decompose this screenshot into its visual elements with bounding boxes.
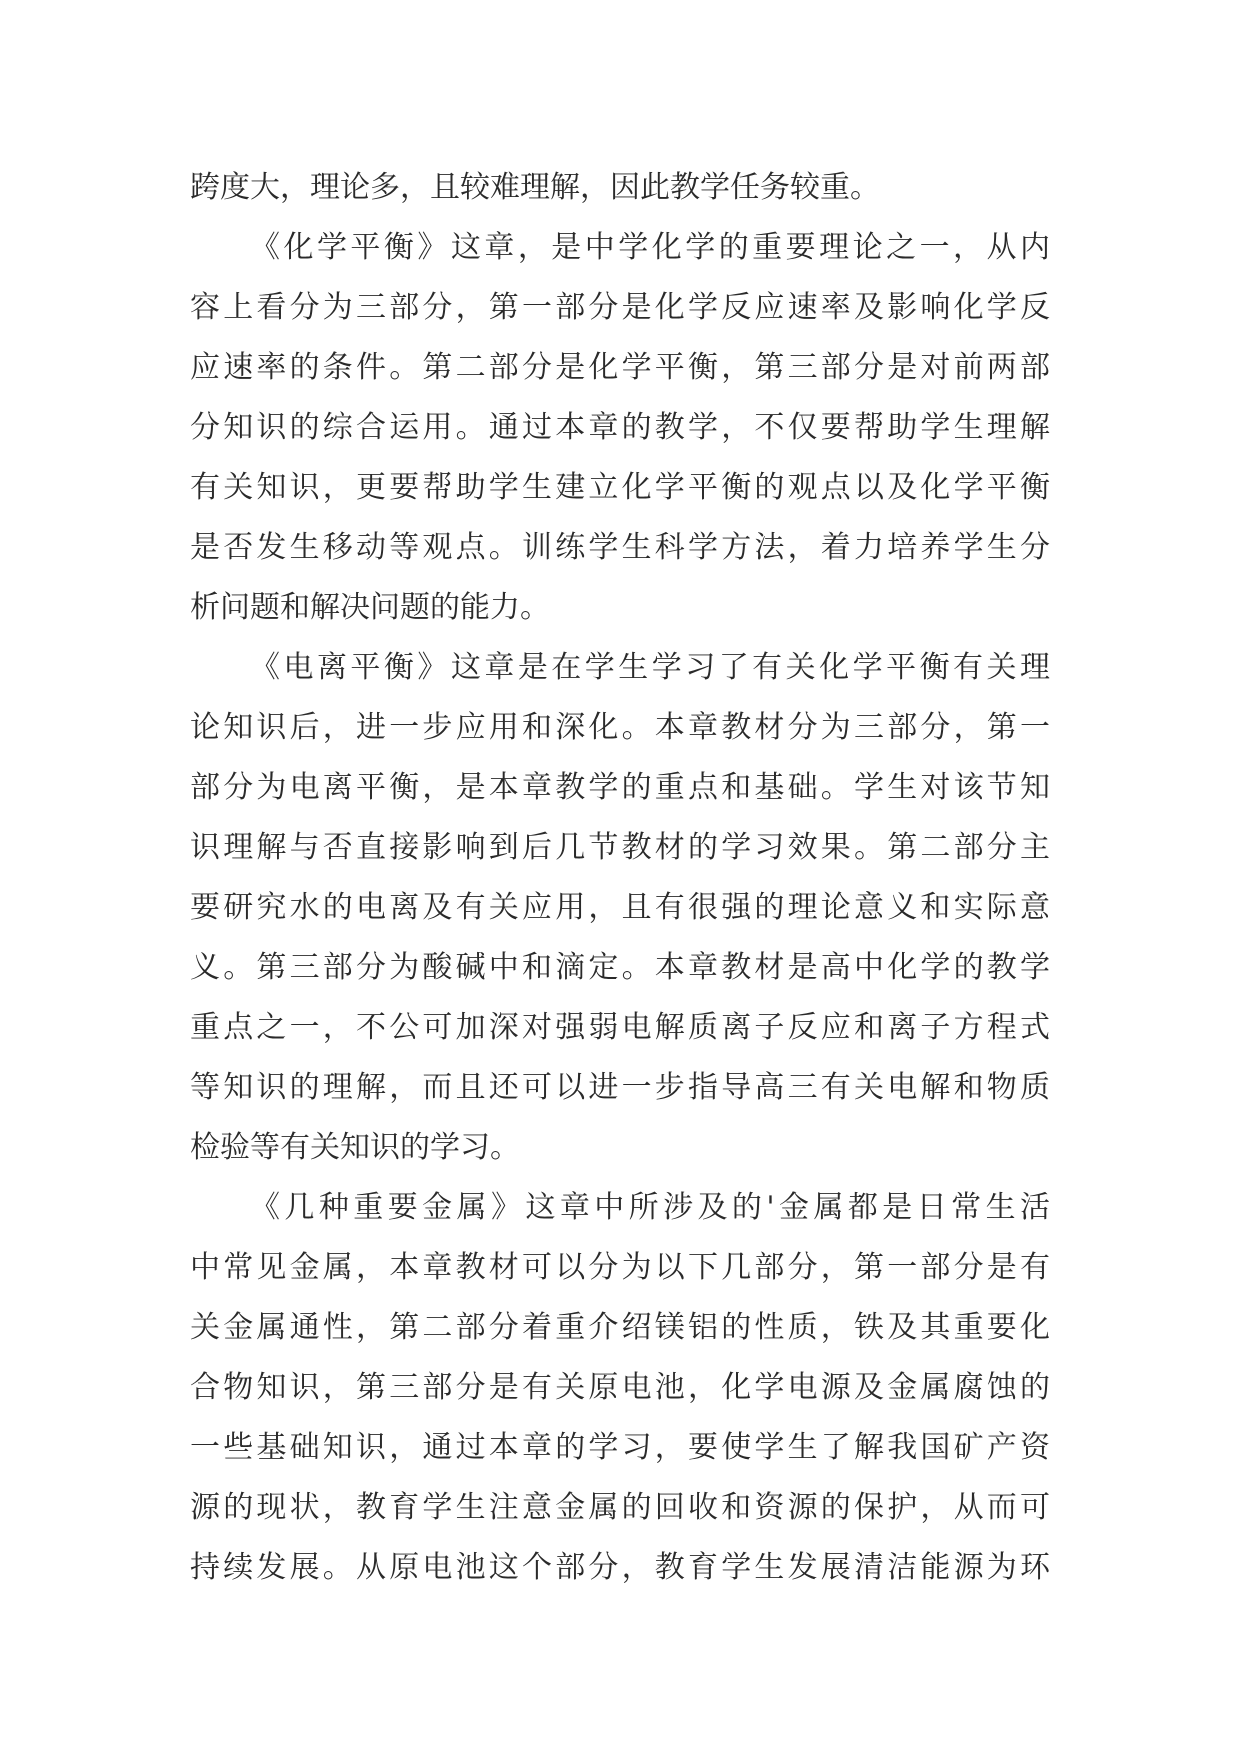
text-line: 论知识后，进一步应用和深化。本章教材分为三部分，第一 (190, 710, 1050, 745)
text-line: 跨度大，理论多，且较难理解，因此教学任务较重。 (190, 170, 880, 205)
text-line: 分知识的综合运用。通过本章的教学，不仅要帮助学生理解 (190, 410, 1050, 445)
text-line: 持续发展。从原电池这个部分，教育学生发展清洁能源为环 (190, 1550, 1050, 1585)
text-line: 有关知识，更要帮助学生建立化学平衡的观点以及化学平衡 (190, 470, 1050, 505)
text-line: 中常见金属，本章教材可以分为以下几部分，第一部分是有 (190, 1250, 1050, 1285)
text-line: 析问题和解决问题的能力。 (190, 590, 550, 625)
text-line: 检验等有关知识的学习。 (190, 1130, 520, 1165)
text-line: 容上看分为三部分，第一部分是化学反应速率及影响化学反 (190, 290, 1050, 325)
text-line: 部分为电离平衡，是本章教学的重点和基础。学生对该节知 (190, 770, 1050, 805)
text-line: 应速率的条件。第二部分是化学平衡，第三部分是对前两部 (190, 350, 1050, 385)
text-line: 关金属通性，第二部分着重介绍镁铝的性质，铁及其重要化 (190, 1310, 1050, 1345)
text-line: 识理解与否直接影响到后几节教材的学习效果。第二部分主 (190, 830, 1050, 865)
text-line: 《化学平衡》这章，是中学化学的重要理论之一，从内 (250, 230, 1050, 265)
body-text (190, 158, 1050, 1598)
text-line: 重点之一，不公可加深对强弱电解质离子反应和离子方程式 (190, 1010, 1050, 1045)
text-line: 合物知识，第三部分是有关原电池，化学电源及金属腐蚀的 (190, 1370, 1050, 1405)
text-line: 《几种重要金属》这章中所涉及的'金属都是日常生活 (250, 1190, 1050, 1225)
text-line: 要研究水的电离及有关应用，且有很强的理论意义和实际意 (190, 890, 1050, 925)
text-line: 《电离平衡》这章是在学生学习了有关化学平衡有关理 (250, 650, 1050, 685)
text-line: 义。第三部分为酸碱中和滴定。本章教材是高中化学的教学 (190, 950, 1050, 985)
text-line: 是否发生移动等观点。训练学生科学方法，着力培养学生分 (190, 530, 1050, 565)
text-line: 源的现状，教育学生注意金属的回收和资源的保护，从而可 (190, 1490, 1050, 1525)
text-line: 一些基础知识，通过本章的学习，要使学生了解我国矿产资 (190, 1430, 1050, 1465)
text-line: 等知识的理解，而且还可以进一步指导高三有关电解和物质 (190, 1070, 1050, 1105)
